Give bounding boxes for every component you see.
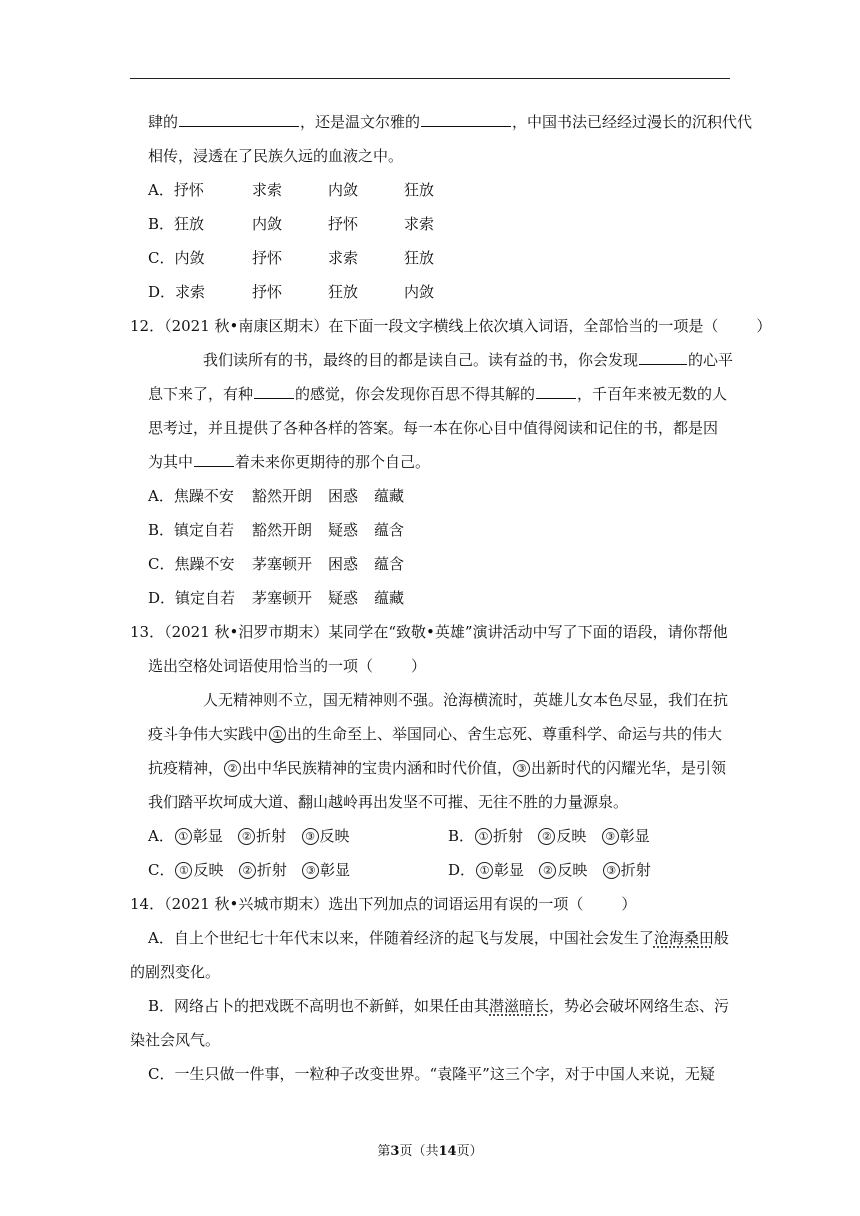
q14-option-b-line2: 染社会风气。	[130, 1031, 221, 1049]
q12-option-d-word4: 蕴藏	[374, 589, 405, 607]
dotted-phrase: 沧海桑田	[653, 929, 714, 947]
blank-marker-1: ①	[269, 726, 286, 743]
total-pages: 14	[438, 1144, 457, 1159]
q11-option-b-word2: 内敛	[252, 215, 283, 233]
q11-option-c-word2: 抒怀	[252, 249, 283, 267]
q11-option-d: D．求索	[148, 283, 206, 301]
q13-passage-line3: 抗疫精神， ② 出中华民族精神的宝贵内涵和时代价值， ③ 出新时代的闪耀光华，是引领	[148, 759, 727, 777]
q14-option-a-line1: A．自上个世纪七十年代末以来，伴随着经济的起飞与发展，中国社会发生了沧海桑田般	[148, 929, 729, 947]
q12-option-c-word2: 茅塞顿开	[252, 555, 313, 573]
answer-blank	[254, 384, 294, 399]
q11-option-c-word4: 狂放	[404, 249, 435, 267]
q11-option-a-word4: 狂放	[404, 181, 435, 199]
header-rule	[130, 78, 730, 79]
q11-line2: 相传，浸透在了民族久远的血液之中。	[148, 147, 404, 165]
q12-option-d: D．镇定自若	[148, 589, 236, 607]
q13-option-b: B． ① 折射 ② 反映 ③ 彰显	[448, 827, 650, 845]
answer-blank	[421, 112, 511, 127]
q13-passage-line2: 疫斗争伟大实践中 ① 出的生命至上、举国同心、舍生忘死、尊重科学、命运与共的伟大	[148, 725, 723, 743]
q12-option-a-word3: 困惑	[328, 487, 359, 505]
page-footer: 第3页（共14页）	[377, 1144, 483, 1159]
q12-option-c: C．焦躁不安	[148, 555, 235, 573]
q11-option-a: A．抒怀	[148, 181, 204, 199]
q12-option-b-word2: 豁然开朗	[252, 521, 313, 539]
q12-option-b-word4: 蕴含	[374, 521, 405, 539]
q11-option-c-word3: 求索	[328, 249, 359, 267]
q12-option-b: B．镇定自若	[148, 521, 235, 539]
answer-blank	[536, 384, 576, 399]
page-number: 3	[390, 1144, 400, 1159]
blank-marker-2: ②	[224, 760, 241, 777]
dotted-phrase: 潜滋暗长	[489, 997, 550, 1015]
q12-option-a-word2: 豁然开朗	[252, 487, 313, 505]
q13-option-c: C． ① 反映 ② 折射 ③ 彰显	[148, 861, 351, 879]
q12-option-b-word3: 疑惑	[328, 521, 359, 539]
q12-passage-line4: 为其中 着未来你更期待的那个自己。	[148, 453, 431, 471]
answer-blank	[639, 350, 687, 365]
answer-blank	[179, 112, 299, 127]
q12-option-d-word2: 茅塞顿开	[252, 589, 313, 607]
q11-option-a-word2: 求索	[252, 181, 283, 199]
q14-option-b-line1: B．网络占卜的把戏既不高明也不新鲜，如果任由其潜滋暗长，势必会破坏网络生态、污	[148, 997, 730, 1015]
q12-option-c-word4: 蕴含	[374, 555, 405, 573]
q12-passage-line1: 我们读所有的书，最终的目的都是读自己。读有益的书，你会发现 的心平	[203, 351, 734, 369]
q13-passage-line4: 我们踏平坎坷成大道、翻山越岭再出发坚不可摧、无往不胜的力量源泉。	[148, 793, 629, 811]
q13-stem-line2: 选出空格处词语使用恰当的一项（ ）	[148, 657, 427, 675]
q12-option-d-word3: 疑惑	[328, 589, 359, 607]
q12-stem: 12．（2021 秋•南康区期末）在下面一段文字横线上依次填入词语，全部恰当的一项是（ ）	[130, 317, 772, 335]
q13-option-a: A． ① 彰显 ② 折射 ③ 反映	[148, 827, 350, 845]
q11-option-d-word3: 狂放	[328, 283, 359, 301]
q13-option-d: D． ① 彰显 ② 反映 ③ 折射	[448, 861, 651, 879]
q12-option-a-word4: 蕴藏	[374, 487, 405, 505]
q14-option-c-line1: C．一生只做一件事，一粒种子改变世界。“袁隆平”这三个字，对于中国人来说，无疑	[148, 1065, 715, 1083]
q11-option-d-word2: 抒怀	[252, 283, 283, 301]
q13-passage-line1: 人无精神则不立，国无精神则不强。沧海横流时，英雄儿女本色尽显，我们在抗	[203, 691, 729, 709]
q13-stem-line1: 13．（2021 秋•汨罗市期末）某同学在“致敬•英雄”演讲活动中写了下面的语段，请你帮他	[130, 623, 728, 641]
q11-option-c: C．内敛	[148, 249, 205, 267]
q12-option-a: A．焦躁不安	[148, 487, 234, 505]
q11-option-a-word3: 内敛	[328, 181, 359, 199]
q14-stem: 14．（2021 秋•兴城市期末）选出下列加点的词语运用有误的一项（ ）	[130, 895, 637, 913]
q14-option-a-line2: 的剧烈变化。	[130, 963, 221, 981]
q12-passage-line2: 息下来了，有种 的感觉，你会发现你百思不得其解的 ，千百年来被无数的人	[148, 385, 728, 403]
q12-option-c-word3: 困惑	[328, 555, 359, 573]
q12-passage-line3: 思考过，并且提供了各种各样的答案。每一本在你心目中值得阅读和记住的书，都是因	[148, 419, 719, 437]
q11-option-b-word4: 求索	[404, 215, 435, 233]
q11-option-b-word3: 抒怀	[328, 215, 359, 233]
q11-option-d-word4: 内敛	[404, 283, 435, 301]
answer-blank	[194, 452, 234, 467]
q11-line1: 肆的 ，还是温文尔雅的 ，中国书法已经经过漫长的沉积代代	[148, 113, 753, 131]
blank-marker-3: ③	[513, 760, 530, 777]
q11-option-b: B．狂放	[148, 215, 205, 233]
